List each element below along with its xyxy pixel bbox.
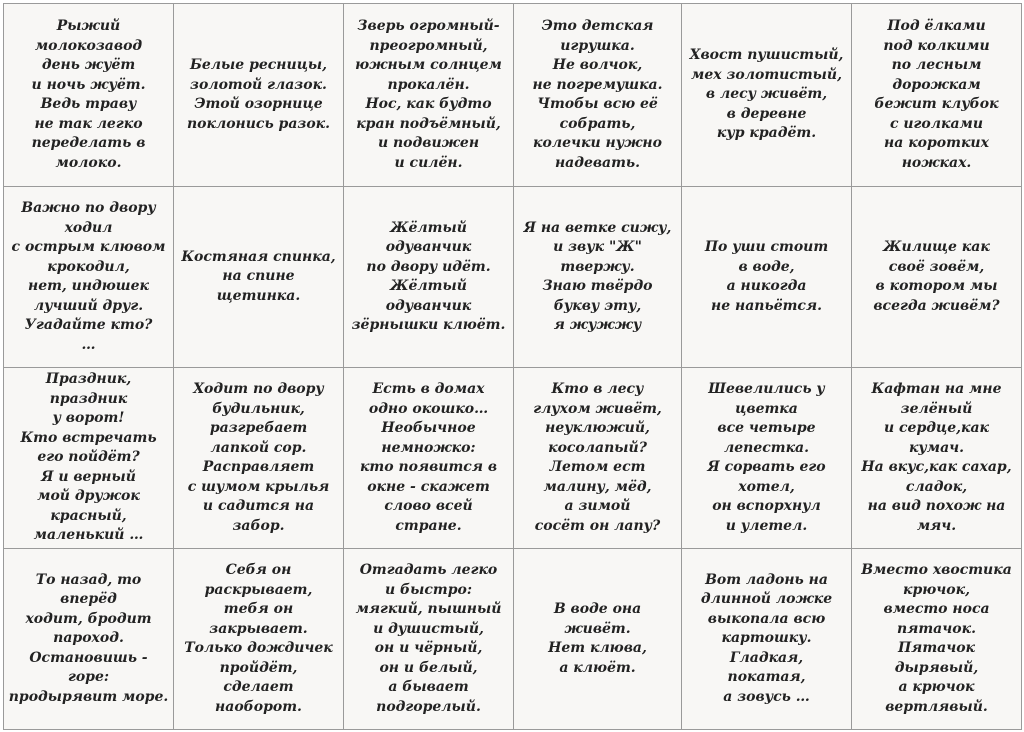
riddle-text: По уши стоит в воде, а никогда не напьётся. bbox=[704, 239, 829, 314]
riddle-cell bbox=[514, 4, 682, 187]
riddle-text: Белые ресницы, золотой глазок. Этой озорнице поклонись разок. bbox=[186, 57, 331, 132]
riddle-text: Кафтан на мне зелёный и сердце,как кумач. На вкус,как сахар, сладок, на вид похож на мяч. bbox=[861, 381, 1012, 534]
riddle-text: То назад, то вперёд ходит, бродит пароход. Остановишь - горе: продырявит море. bbox=[8, 571, 169, 705]
riddle-cell bbox=[344, 368, 514, 549]
riddle-cell bbox=[174, 368, 344, 549]
riddle-text: Себя он раскрывает, тебя он закрывает. Только дождичек пройдёт, сделает наоборот. bbox=[184, 562, 333, 715]
riddle-cell bbox=[852, 549, 1022, 730]
riddle-cell bbox=[4, 187, 174, 368]
riddle-cell bbox=[344, 187, 514, 368]
riddle-text: Зверь огромный- преогромный, южным солнцем прокалён. Нос, как будто кран подъёмный, и подвижен и силён. bbox=[355, 18, 502, 171]
table-row bbox=[4, 187, 1022, 368]
riddle-text: Вместо хвостика крючок, вместо носа пятачок. Пятачок дырявый, а крючок вертлявый. bbox=[861, 562, 1012, 715]
riddle-text: Я на ветке сижу, и звук "Ж" твержу. Знаю твёрдо букву эту, я жужжу bbox=[523, 219, 672, 333]
riddle-cell bbox=[514, 549, 682, 730]
riddle-cell bbox=[682, 549, 852, 730]
riddle-cell bbox=[852, 4, 1022, 187]
riddle-text: Есть в домах одно окошко… Необычное немножко: кто появится в окне - скажет слово всей стране. bbox=[359, 381, 498, 534]
riddle-text: Жёлтый одуванчик по двору идёт. Жёлтый одуванчик зёрнышки клюёт. bbox=[351, 219, 506, 333]
riddle-cell bbox=[4, 368, 174, 549]
riddle-text: Ходит по двору будильник, разгребает лапкой сор. Расправляет с шумом крылья и садится на забор. bbox=[187, 381, 330, 534]
riddle-cell bbox=[4, 4, 174, 187]
riddle-cell bbox=[514, 368, 682, 549]
riddle-cell bbox=[174, 4, 344, 187]
riddle-text: В воде она живёт. Нет клюва, а клюёт. bbox=[548, 601, 647, 676]
riddle-cell bbox=[682, 368, 852, 549]
riddle-cell bbox=[344, 4, 514, 187]
riddle-text: Хвост пушистый, мех золотистый, в лесу живёт, в деревне кур крадёт. bbox=[689, 47, 844, 142]
riddle-text: Вот ладонь на длинной ложке выкопала всю картошку. Гладкая, покатая, а зовусь … bbox=[700, 571, 833, 705]
riddle-text: Жилище как своё зовём, в котором мы всегда живём? bbox=[873, 239, 1000, 314]
riddle-text: Праздник, праздник у ворот! Кто встречать его пойдёт? Я и верный мой дружок красный, маленький … bbox=[20, 371, 157, 544]
table-row bbox=[4, 4, 1022, 187]
table-row bbox=[4, 549, 1022, 730]
riddle-cell bbox=[514, 187, 682, 368]
riddle-table bbox=[3, 3, 1022, 730]
riddle-cell bbox=[4, 549, 174, 730]
riddle-sheet bbox=[3, 3, 1021, 729]
riddle-text: Кто в лесу глухом живёт, неуклюжий, косолапый? Летом ест малину, мёд, а зимой сосёт он лапу? bbox=[533, 381, 662, 534]
riddle-text: Это детская игрушка. Не волчок, не погремушка. Чтобы всю её собрать, колечки нужно надевать. bbox=[532, 18, 663, 171]
riddle-cell bbox=[174, 549, 344, 730]
riddle-text: Важно по двору ходил с острым клювом крокодил, нет, индюшек лучший друг. Угадайте кто? … bbox=[11, 200, 166, 353]
riddle-cell bbox=[682, 187, 852, 368]
riddle-cell bbox=[174, 187, 344, 368]
riddle-text: Костяная спинка, на спине щетинка. bbox=[181, 248, 336, 304]
riddle-text: Шевелились у цветка все четыре лепестка. Я сорвать его хотел, он вспорхнул и улетел. bbox=[707, 381, 826, 534]
riddle-text: Отгадать легко и быстро: мягкий, пышный и душистый, он и чёрный, он и белый, а бывает подгорелый. bbox=[355, 562, 502, 715]
riddle-cell bbox=[682, 4, 852, 187]
riddle-cell bbox=[852, 187, 1022, 368]
table-row bbox=[4, 368, 1022, 549]
riddle-text: Под ёлками под колкими по лесным дорожкам бежит клубок с иголками на коротких ножках. bbox=[874, 18, 999, 171]
riddle-text: Рыжий молокозавод день жуёт и ночь жуёт. Ведь траву не так легко переделать в молоко. bbox=[31, 18, 146, 171]
riddle-cell bbox=[852, 368, 1022, 549]
riddle-cell bbox=[344, 549, 514, 730]
